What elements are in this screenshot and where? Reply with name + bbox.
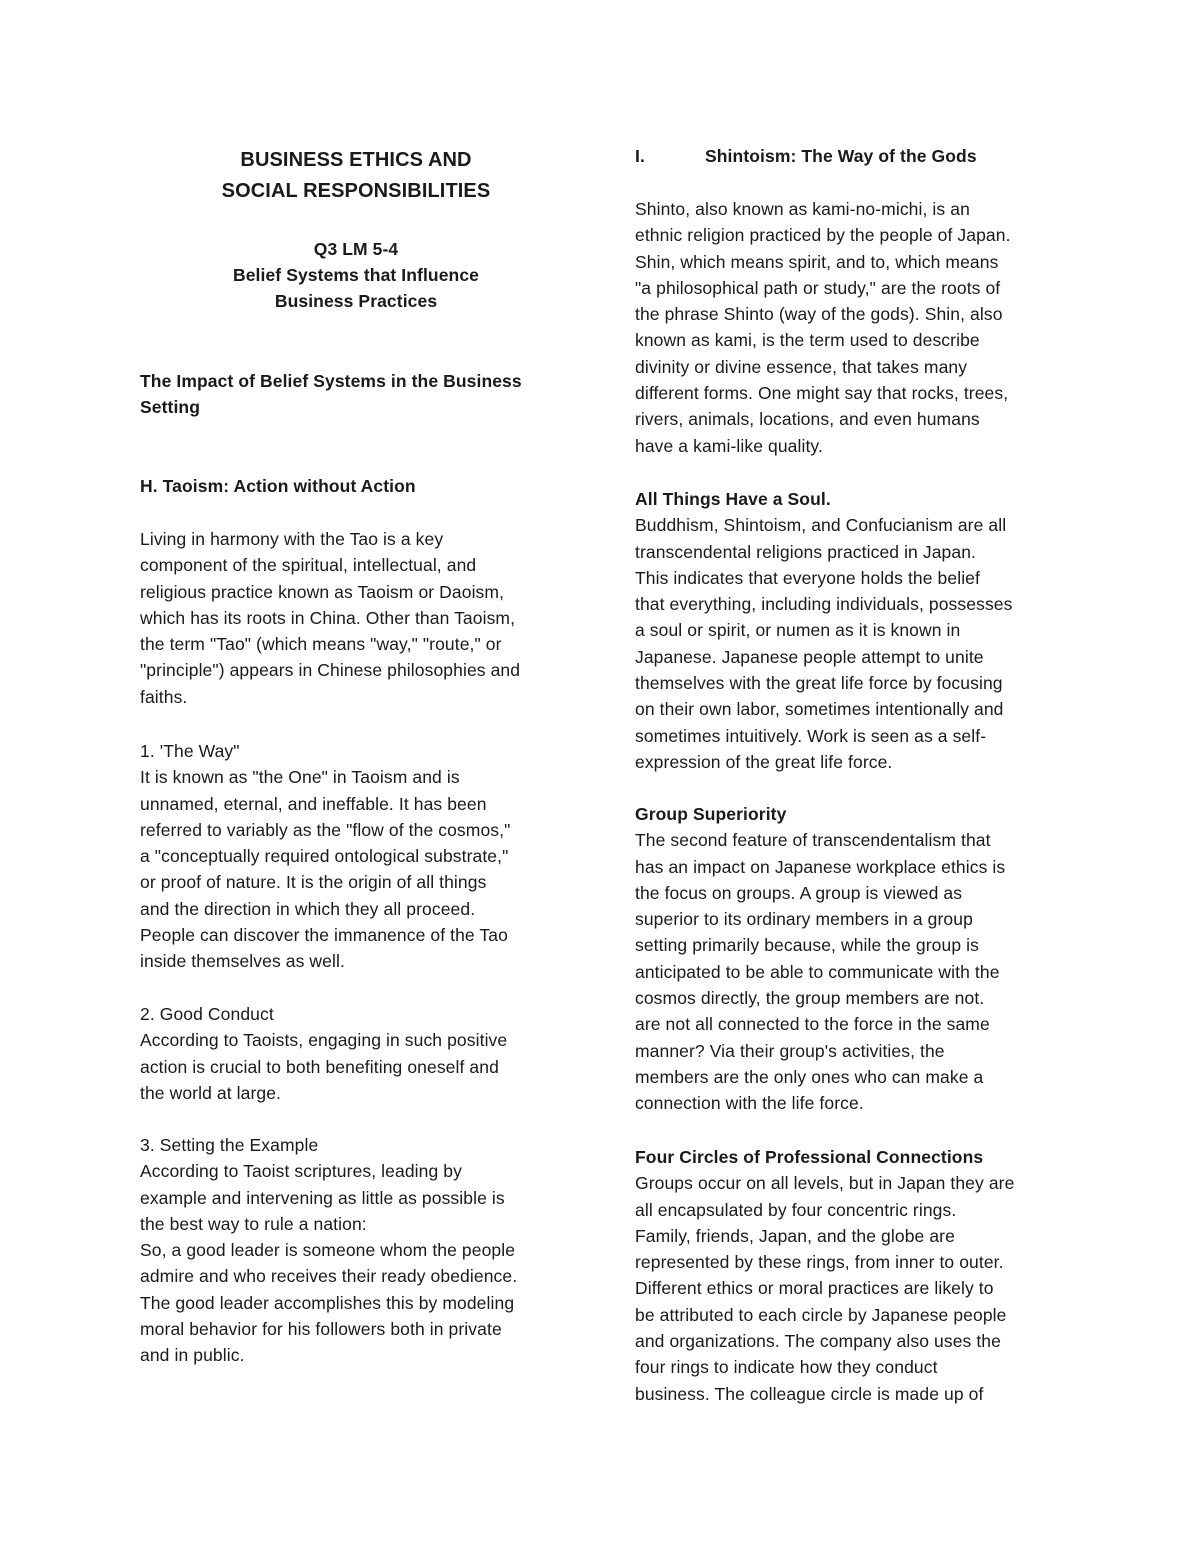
paragraph-line: It is known as "the One" in Taoism and is	[140, 767, 460, 788]
group-superiority-heading: Group Superiority	[635, 804, 787, 824]
paragraph-line: four rings to indicate how they conduct	[635, 1357, 938, 1378]
the-way-section	[140, 738, 572, 975]
paragraph-line: Groups occur on all levels, but in Japan they are	[635, 1173, 1015, 1194]
paragraph-line: According to Taoist scriptures, leading by	[140, 1161, 462, 1182]
shinto-paragraph	[635, 196, 1075, 459]
lesson-code: Q3 LM 5-4	[313, 239, 399, 259]
paragraph-line: unnamed, eternal, and ineffable. It has been	[140, 793, 487, 814]
paragraph-line: Family, friends, Japan, and the globe are	[635, 1225, 955, 1246]
the-way-heading: 1. 'The Way"	[140, 741, 240, 761]
paragraph-line: members are the only ones who can make a	[635, 1066, 984, 1087]
paragraph-line: the term "Tao" (which means "way," "route," or	[140, 634, 502, 655]
section-title: Shintoism: The Way of the Gods	[705, 146, 977, 166]
paragraph-line: example and intervening as little as possible is	[140, 1187, 505, 1208]
paragraph-line: Buddhism, Shintoism, and Confucianism are all	[635, 515, 1007, 536]
paragraph-line: known as kami, is the term used to describe	[635, 330, 980, 351]
paragraph-line: which has its roots in China. Other than Taoism,	[140, 607, 516, 628]
paragraph-line: action is crucial to both benefiting oneself and	[140, 1056, 499, 1077]
paragraph-line: transcendental religions practiced in Japan.	[635, 541, 976, 562]
impact-heading	[140, 368, 572, 421]
paragraph-line: inside themselves as well.	[140, 951, 345, 972]
paragraph-line: component of the spiritual, intellectual, and	[140, 555, 477, 576]
paragraph-line: a "conceptually required ontological substrate,"	[140, 846, 509, 867]
taoism-intro-paragraph	[140, 526, 572, 710]
paragraph-line: "a philosophical path or study," are the roots of	[635, 277, 1001, 298]
subtitle-line-1: Belief Systems that Influence	[232, 265, 480, 285]
title-line-1: BUSINESS ETHICS AND	[240, 149, 472, 171]
paragraph-line: and the direction in which they all proceed.	[140, 898, 476, 919]
paragraph-line: moral behavior for his followers both in private	[140, 1319, 502, 1340]
paragraph-line: all encapsulated by four concentric rings.	[635, 1199, 957, 1220]
paragraph-line: the world at large.	[140, 1082, 282, 1103]
paragraph-line: on their own labor, sometimes intentionally and	[635, 699, 1004, 720]
taoism-heading: H. Taoism: Action without Action	[140, 476, 416, 496]
paragraph-line: So, a good leader is someone whom the people	[140, 1240, 516, 1261]
paragraph-line: themselves with the great life force by focusing	[635, 673, 1003, 694]
paragraph-line: superior to its ordinary members in a group	[635, 909, 973, 930]
paragraph-line: that everything, including individuals, possesses	[635, 594, 1013, 615]
subtitle-line-2: Business Practices	[274, 291, 438, 312]
good-conduct-section	[140, 1001, 572, 1106]
paragraph-line: have a kami-like quality.	[635, 435, 823, 456]
paragraph-line: "principle") appears in Chinese philosophies and	[140, 660, 521, 681]
paragraph-line: faiths.	[140, 686, 188, 707]
paragraph-line: People can discover the immanence of the Tao	[140, 925, 508, 946]
paragraph-line: Shin, which means spirit, and to, which means	[635, 251, 999, 272]
paragraph-line: ethnic religion practiced by the people of Japan.	[635, 225, 1011, 246]
impact-heading-line-1: The Impact of Belief Systems in the Business	[140, 371, 522, 391]
paragraph-line: anticipated to be able to communicate with the	[635, 961, 1000, 982]
paragraph-line: represented by these rings, from inner to outer.	[635, 1252, 1004, 1273]
group-superiority-section	[635, 801, 1075, 1117]
paragraph-line: different forms. One might say that rocks, trees,	[635, 383, 1009, 404]
good-conduct-heading: 2. Good Conduct	[140, 1004, 274, 1024]
paragraph-line: cosmos directly, the group members are not.	[635, 988, 985, 1009]
paragraph-line: and in public.	[140, 1345, 245, 1366]
all-things-soul-heading: All Things Have a Soul.	[635, 489, 831, 509]
paragraph-line: Living in harmony with the Tao is a key	[140, 529, 444, 549]
paragraph-line: setting primarily because, while the group is	[635, 935, 979, 956]
title-line-2: SOCIAL RESPONSIBILITIES	[221, 180, 491, 202]
paragraph-line: has an impact on Japanese workplace ethics is	[635, 856, 1006, 877]
paragraph-line: the focus on groups. A group is viewed as	[635, 882, 963, 903]
impact-heading-line-2: Setting	[140, 397, 201, 418]
paragraph-line: are not all connected to the force in the same	[635, 1014, 990, 1035]
paragraph-line: religious practice known as Taoism or Daoism,	[140, 581, 505, 602]
paragraph-line: divinity or divine essence, that takes many	[635, 356, 968, 377]
paragraph-line: Shinto, also known as kami-no-michi, is an	[635, 199, 970, 219]
paragraph-line: This indicates that everyone holds the belief	[635, 567, 980, 588]
shintoism-section-heading	[635, 143, 1075, 169]
paragraph-line: business. The colleague circle is made up of	[635, 1383, 984, 1404]
paragraph-line: sometimes intuitively. Work is seen as a self-	[635, 725, 987, 746]
paragraph-line: Japanese. Japanese people attempt to unite	[635, 646, 984, 667]
paragraph-line: connection with the life force.	[635, 1093, 864, 1114]
paragraph-line: Different ethics or moral practices are likely to	[635, 1278, 994, 1299]
paragraph-line: rivers, animals, locations, and even humans	[635, 409, 980, 430]
setting-example-section	[140, 1132, 572, 1369]
paragraph-line: be attributed to each circle by Japanese people	[635, 1304, 1007, 1325]
setting-example-heading: 3. Setting the Example	[140, 1135, 319, 1155]
paragraph-line: the phrase Shinto (way of the gods). Shin, also	[635, 304, 1003, 325]
all-things-soul-section	[635, 486, 1075, 775]
paragraph-line: The good leader accomplishes this by modeling	[140, 1292, 515, 1313]
section-number: I.	[635, 146, 645, 166]
paragraph-line: the best way to rule a nation:	[140, 1213, 367, 1234]
four-circles-section	[635, 1144, 1075, 1407]
paragraph-line: a soul or spirit, or numen as it is known in	[635, 620, 961, 641]
paragraph-line: manner? Via their group's activities, the	[635, 1040, 945, 1061]
four-circles-heading: Four Circles of Professional Connections	[635, 1147, 984, 1167]
paragraph-line: admire and who receives their ready obedience.	[140, 1266, 518, 1287]
paragraph-line: or proof of nature. It is the origin of all things	[140, 872, 487, 893]
document-title	[140, 145, 572, 206]
paragraph-line: referred to variably as the "flow of the cosmos,"	[140, 819, 511, 840]
lesson-subtitle	[140, 262, 572, 315]
paragraph-line: The second feature of transcendentalism that	[635, 830, 991, 851]
paragraph-line: According to Taoists, engaging in such positive	[140, 1030, 508, 1051]
paragraph-line: and organizations. The company also uses the	[635, 1331, 1001, 1352]
paragraph-line: expression of the great life force.	[635, 751, 893, 772]
